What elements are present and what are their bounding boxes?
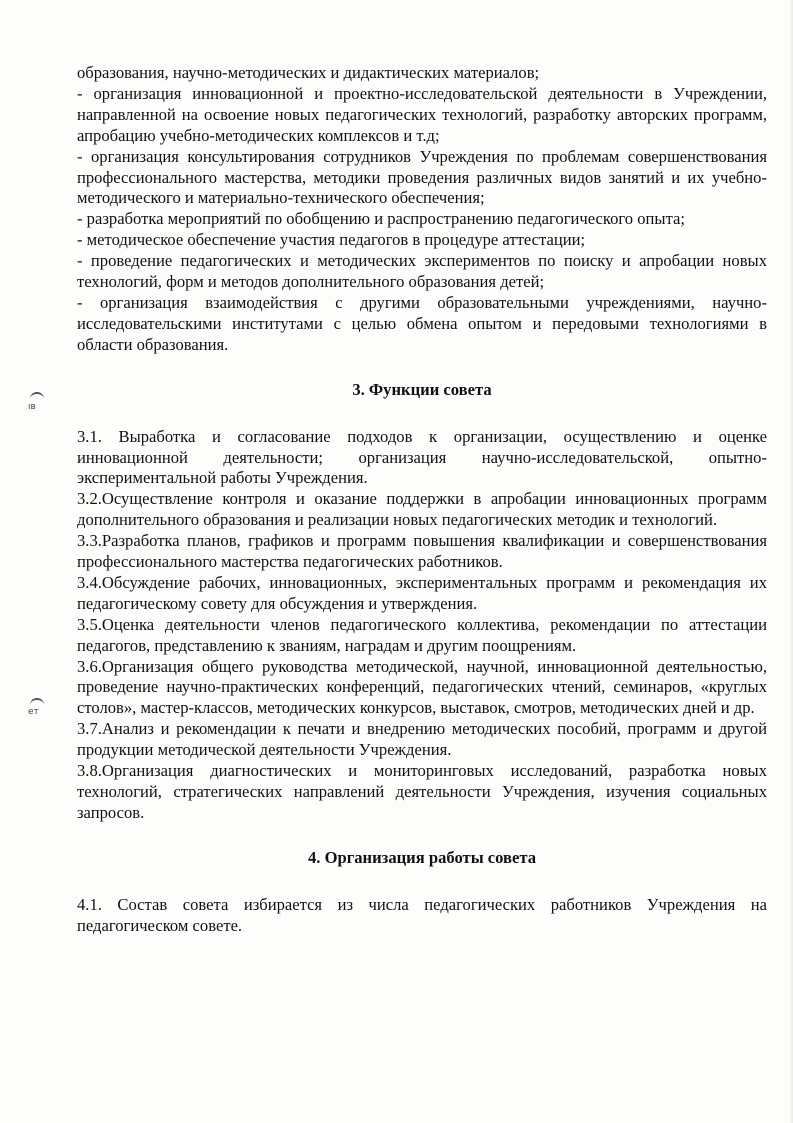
section2-list-item: - разработка мероприятий по обобщению и распространению педагогического опыта; [77,209,685,229]
section3-item: 3.1. Выработка и согласование подходов к организации, осуществлению и оценке инновационной деятельности; организация научно-исследовательской, опытно-экспериментальной работы Учреждения. [77,426,767,488]
section3-item: 3.7.Анализ и рекомендации к печати и внедрению методических пособий, программ и другой продукции методической деятельности Учреждения. [77,719,767,760]
section3-item: 3.5.Оценка деятельности членов педагогического коллектива, рекомендации по аттестации педагогов, представлению к званиям, наградам и другим поощрениям. [77,614,767,655]
section4-item: 4.1. Состав совета избирается из числа педагогических работников Учреждения на педагогическом совете. [77,894,767,935]
page-edge-shadow [789,0,793,1123]
section3-item: 3.8.Организация диагностических и мониторинговых исследований, разработка новых технологий, стратегических направлений деятельности Учреждения, изучения социальных запросов. [77,761,767,822]
section2-list-item: - организация консультирования сотрудников Учреждения по проблемам совершенствования профессионального мастерства, методики проведения различных видов занятий и их учебно-методического и материально-технического обеспечения; [77,146,767,208]
section3-item: 3.3.Разработка планов, графиков и программ повышения квалификации и совершенствования профессионального мастерства педагогических работников. [77,531,767,572]
section2-list-item: - организация инновационной и проектно-исследовательской деятельности в Учреждении, направленной на освоение новых педагогических технологий, разработку авторских программ, апробацию учебно-методических комплексов и т.д; [77,83,767,145]
section3-item: 3.2.Осуществление контроля и оказание поддержки в апробации инновационных программ дополнительного образования и реализации новых педагогических методик и технологий. [77,489,767,530]
punch-hole-mark-lower [30,698,44,706]
section3-heading: 3. Функции совета [352,379,492,399]
section2-list-item: - проведение педагогических и методических экспериментов по поиску и апробации новых технологий, форм и методов дополнительного образования детей; [77,251,767,292]
punch-hole-mark-upper [30,392,44,400]
section4-heading: 4. Организация работы совета [307,847,537,867]
section2-list-item: - методическое обеспечение участия педагогов в процедуре аттестации; [77,230,586,250]
document-body [77,63,767,937]
section3-item: 3.6.Организация общего руководства методической, научной, инновационной деятельностью, проведение научно-практических конференций, педагогических чтений, семинаров, «круглых столов», мастер-классов, методических конкурсов, выставок, смотров, методических дней и др. [77,656,767,718]
margin-mark-upper: ıв [28,402,36,412]
section3-item: 3.4.Обсуждение рабочих, инновационных, экспериментальных программ и рекомендация их педагогическому совету для обсуждения и утверждения. [77,572,767,613]
margin-mark-lower: eт [28,707,39,717]
section2-continuation-line: образования, научно-методических и дидактических материалов; [77,63,540,82]
section2-list-item: - организация взаимодействия с другими образовательными учреждениями, научно-исследовательскими институтами с целью обмена опытом и передовыми технологиями в области образования. [77,292,767,354]
